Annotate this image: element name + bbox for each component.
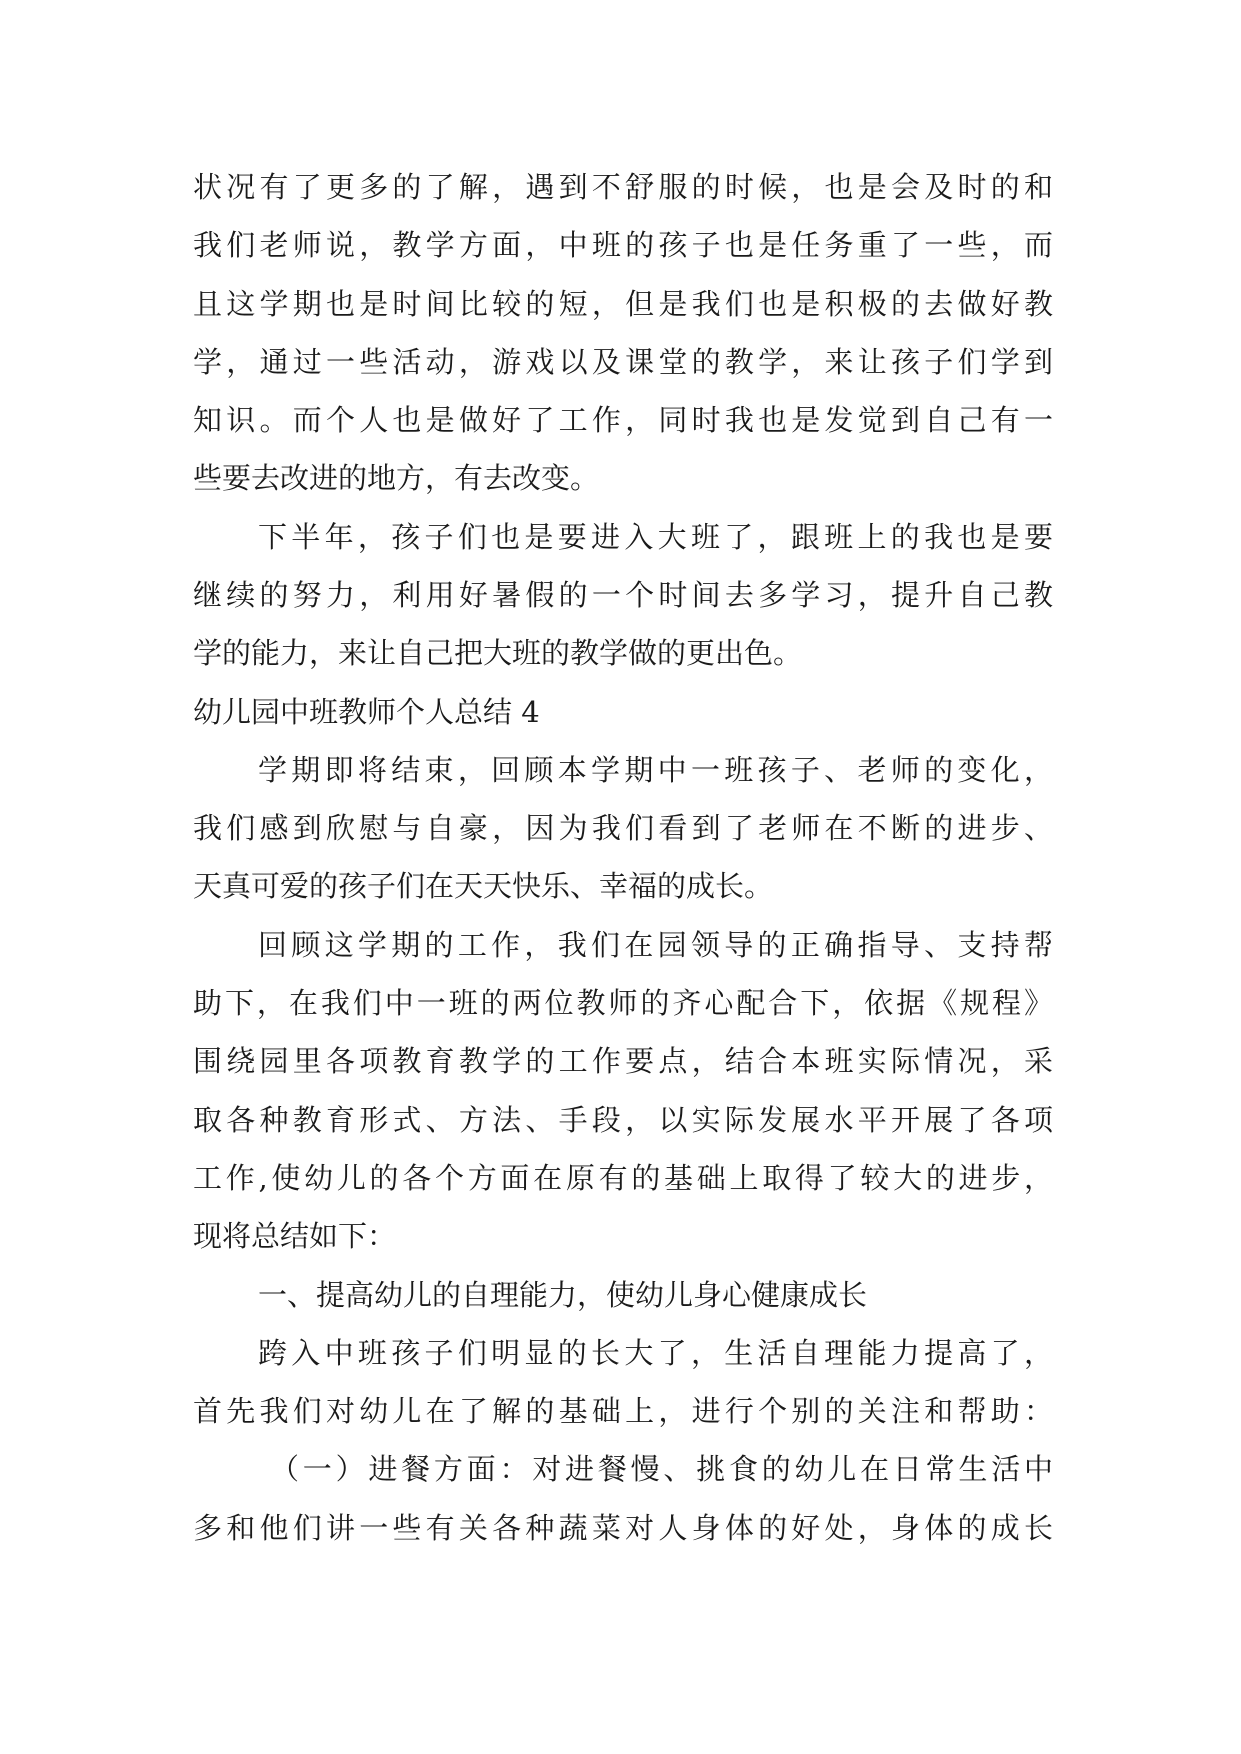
text-line: 围绕园里各项教育教学的工作要点，结合本班实际情况，采 (193, 1044, 1053, 1078)
text-line: 学，通过一些活动，游戏以及课堂的教学，来让孩子们学到 (193, 345, 1053, 379)
text-line: 知识。而个人也是做好了工作，同时我也是发觉到自己有一 (193, 403, 1053, 437)
text-line: 我们老师说，教学方面，中班的孩子也是任务重了一些，而 (193, 228, 1053, 262)
text-line: 学的能力，来让自己把大班的教学做的更出色。 (193, 636, 803, 670)
text-line: 天真可爱的孩子们在天天快乐、幸福的成长。 (193, 869, 774, 903)
text-line: 继续的努力，利用好暑假的一个时间去多学习，提升自己教 (193, 578, 1053, 612)
text-line: 取各种教育形式、方法、手段，以实际发展水平开展了各项 (193, 1103, 1053, 1137)
paragraph-first-line: 跨入中班孩子们明显的长大了，生活自理能力提高了， (258, 1336, 1053, 1370)
text-line: 我们感到欣慰与自豪，因为我们看到了老师在不断的进步、 (193, 811, 1053, 845)
text-line: 状况有了更多的了解，遇到不舒服的时候，也是会及时的和 (193, 170, 1053, 204)
text-line: 些要去改进的地方，有去改变。 (193, 461, 600, 495)
text-line: 多和他们讲一些有关各种蔬菜对人身体的好处，身体的成长 (193, 1511, 1053, 1545)
text-line: 且这学期也是时间比较的短，但是我们也是积极的去做好教 (193, 287, 1053, 321)
text-line: 首先我们对幼儿在了解的基础上，进行个别的关注和帮助： (193, 1394, 1053, 1428)
paragraph-first-line: 学期即将结束，回顾本学期中一班孩子、老师的变化， (258, 753, 1053, 787)
paragraph-first-line: 下半年，孩子们也是要进入大班了，跟班上的我也是要 (258, 520, 1053, 554)
section-heading: 幼儿园中班教师个人总结 4 (193, 695, 540, 729)
text-line: 助下，在我们中一班的两位教师的齐心配合下，依据《规程》 (193, 986, 1053, 1020)
text-line: 工作,使幼儿的各个方面在原有的基础上取得了较大的进步， (193, 1161, 1053, 1195)
paragraph-first-line: 回顾这学期的工作，我们在园领导的正确指导、支持帮 (258, 928, 1053, 962)
text-line: 现将总结如下： (193, 1219, 397, 1253)
subsection-heading: 一、提高幼儿的自理能力，使幼儿身心健康成长 (258, 1278, 868, 1312)
paragraph-first-line: （一）进餐方面：对进餐慢、挑食的幼儿在日常生活中 (270, 1452, 1053, 1486)
